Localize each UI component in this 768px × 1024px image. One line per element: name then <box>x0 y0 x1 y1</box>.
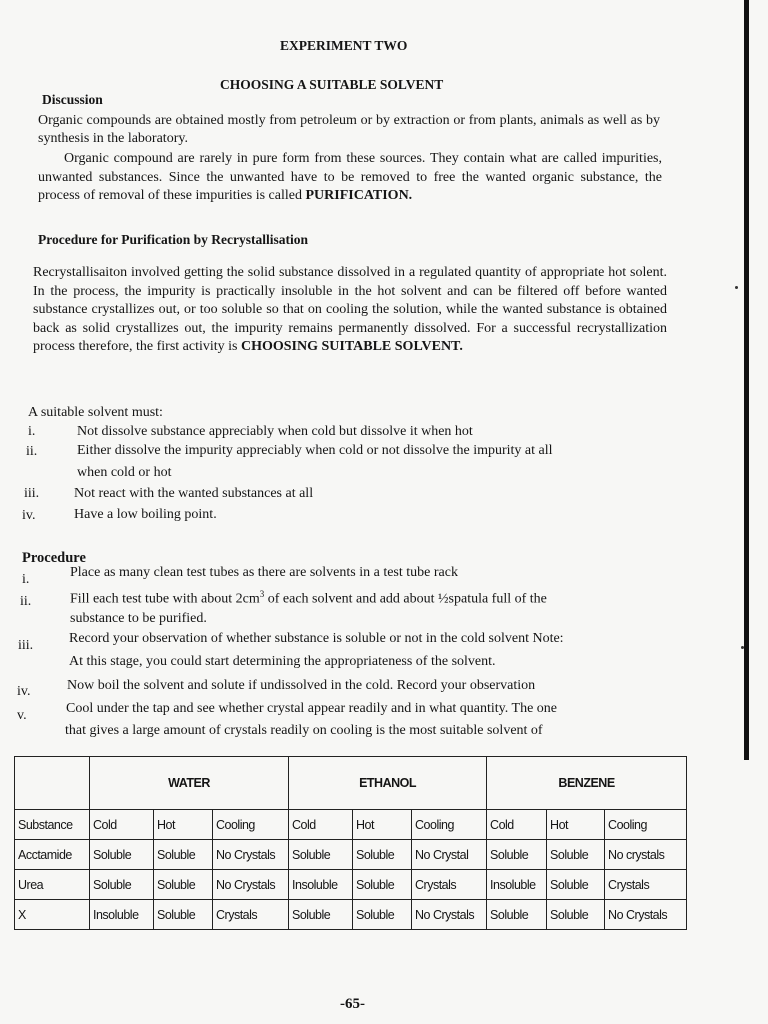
table-cell: No crystals <box>605 840 687 870</box>
table-cell: Soluble <box>154 900 213 930</box>
criteria-number: ii. <box>26 444 38 459</box>
table-cell: Soluble <box>154 870 213 900</box>
criteria-item: Not react with the wanted substances at all <box>74 486 314 501</box>
recrystallisation-heading: Procedure for Purification by Recrystallisation <box>38 232 308 247</box>
table-cell: Soluble <box>547 870 605 900</box>
table-cell: Insoluble <box>90 900 154 930</box>
table-cell: Soluble <box>547 840 605 870</box>
table-cell: Soluble <box>90 870 154 900</box>
table-row <box>15 900 687 930</box>
choosing-solvent-term: CHOOSING SUITABLE SOLVENT. <box>240 339 463 355</box>
table-cell: Crystals <box>213 900 289 930</box>
procedure-number: iii. <box>18 638 34 653</box>
procedure-item <box>70 586 547 608</box>
table-cell: No Crystals <box>605 900 687 930</box>
scan-speck <box>735 286 738 289</box>
group-header-benzene: BENZENE <box>487 757 687 810</box>
criteria-number: iv. <box>22 508 36 523</box>
procedure-number: iv. <box>17 684 31 699</box>
recrystallisation-paragraph <box>33 264 667 357</box>
superscript: 3 <box>259 589 265 599</box>
recrystallisation-text: Recrystallisaiton involved getting the solid substance dissolved in a regulated quantity of appropriate hot solent. In the process, the impurity is practically insoluble in the hot solvent and can be filtered off before wanted substance crystallizes out, or too soluble so that on cooling the solution, while the wanted substance is obtained back as solid crystallizes out, the impurity remains permanently dissolved. For a successful recrystallization process therefore, the first activity is <box>33 265 667 355</box>
column-header: Hot <box>353 810 412 840</box>
table-cell: Soluble <box>289 900 353 930</box>
column-header: Hot <box>154 810 213 840</box>
table-cell: No Crystal <box>412 840 487 870</box>
page-title: CHOOSING A SUITABLE SOLVENT <box>220 77 444 92</box>
column-header: Cooling <box>605 810 687 840</box>
procedure-number: i. <box>22 572 30 587</box>
criteria-item: Not dissolve substance appreciably when cold but dissolve it when hot <box>77 424 473 439</box>
discussion-paragraph-2 <box>38 150 662 206</box>
criteria-item: Either dissolve the impurity appreciably when cold or not dissolve the impurity at all <box>77 443 553 458</box>
procedure-item: Now boil the solvent and solute if undissolved in the cold. Record your observation <box>67 678 536 693</box>
table-cell: Soluble <box>289 840 353 870</box>
criteria-number: iii. <box>24 486 40 501</box>
group-header-water: WATER <box>90 757 289 810</box>
table-cell: Soluble <box>353 870 412 900</box>
table-cell: X <box>15 900 90 930</box>
group-header-ethanol: ETHANOL <box>289 757 487 810</box>
table-cell: Acctamide <box>15 840 90 870</box>
column-header: Cooling <box>213 810 289 840</box>
scan-speck <box>741 646 744 649</box>
table-corner-cell <box>15 757 90 810</box>
column-header: Cold <box>487 810 547 840</box>
procedure-item: Record your observation of whether substance is soluble or not in the cold solvent Note: <box>69 631 564 646</box>
page-number: -65- <box>340 996 365 1012</box>
table-cell: Soluble <box>547 900 605 930</box>
solubility-table <box>14 756 687 930</box>
table-cell: No Crystals <box>412 900 487 930</box>
procedure-number: v. <box>17 708 27 723</box>
column-header: Cold <box>90 810 154 840</box>
table-cell: Soluble <box>90 840 154 870</box>
experiment-number: EXPERIMENT TWO <box>280 38 408 53</box>
table-cell: Insoluble <box>487 870 547 900</box>
criteria-number: i. <box>28 424 36 439</box>
scan-edge-bar <box>744 0 749 760</box>
column-header: Cold <box>289 810 353 840</box>
procedure-item-text: Fill each test tube with about 2cm <box>70 591 260 607</box>
procedure-heading: Procedure <box>22 550 86 566</box>
procedure-item-continued: At this stage, you could start determining the appropriateness of the solvent. <box>69 654 496 669</box>
table-row <box>15 840 687 870</box>
table-cell: No Crystals <box>213 870 289 900</box>
table-row <box>15 870 687 900</box>
column-header: Hot <box>547 810 605 840</box>
table-cell: Urea <box>15 870 90 900</box>
procedure-item: Cool under the tap and see whether crystal appear readily and in what quantity. The one <box>66 701 557 716</box>
criteria-item: Have a low boiling point. <box>74 507 217 522</box>
discussion-paragraph-2-text: Organic compound are rarely in pure form from these sources. They contain what are called impurities, unwanted substances. Since the unwanted have to be removed to free the wanted organic substance, the process of removal of these impurities is called <box>38 151 662 203</box>
purification-term: PURIFICATION. <box>305 188 413 203</box>
discussion-heading: Discussion <box>42 92 103 107</box>
table-cell: No Crystals <box>213 840 289 870</box>
procedure-item-continued: substance to be purified. <box>70 611 207 626</box>
column-header: Cooling <box>412 810 487 840</box>
discussion-paragraph-1: Organic compounds are obtained mostly from petroleum or by extraction or from plants, animals as well as by synthesis in the laboratory. <box>38 113 660 146</box>
table-cell: Soluble <box>353 900 412 930</box>
table-cell: Crystals <box>412 870 487 900</box>
criteria-intro: A suitable solvent must: <box>28 405 163 420</box>
table-cell: Insoluble <box>289 870 353 900</box>
table-cell: Soluble <box>353 840 412 870</box>
criteria-item-continued: when cold or hot <box>77 465 172 480</box>
procedure-item-text: of each solvent and add about ½spatula full of the <box>264 591 547 607</box>
table-cell: Soluble <box>487 900 547 930</box>
table-cell: Crystals <box>605 870 687 900</box>
procedure-item: Place as many clean test tubes as there are solvents in a test tube rack <box>70 565 458 580</box>
procedure-number: ii. <box>20 594 32 609</box>
procedure-item-continued: that gives a large amount of crystals readily on cooling is the most suitable solvent of <box>65 723 543 738</box>
column-header: Substance <box>15 810 90 840</box>
table-cell: Soluble <box>154 840 213 870</box>
table-cell: Soluble <box>487 840 547 870</box>
